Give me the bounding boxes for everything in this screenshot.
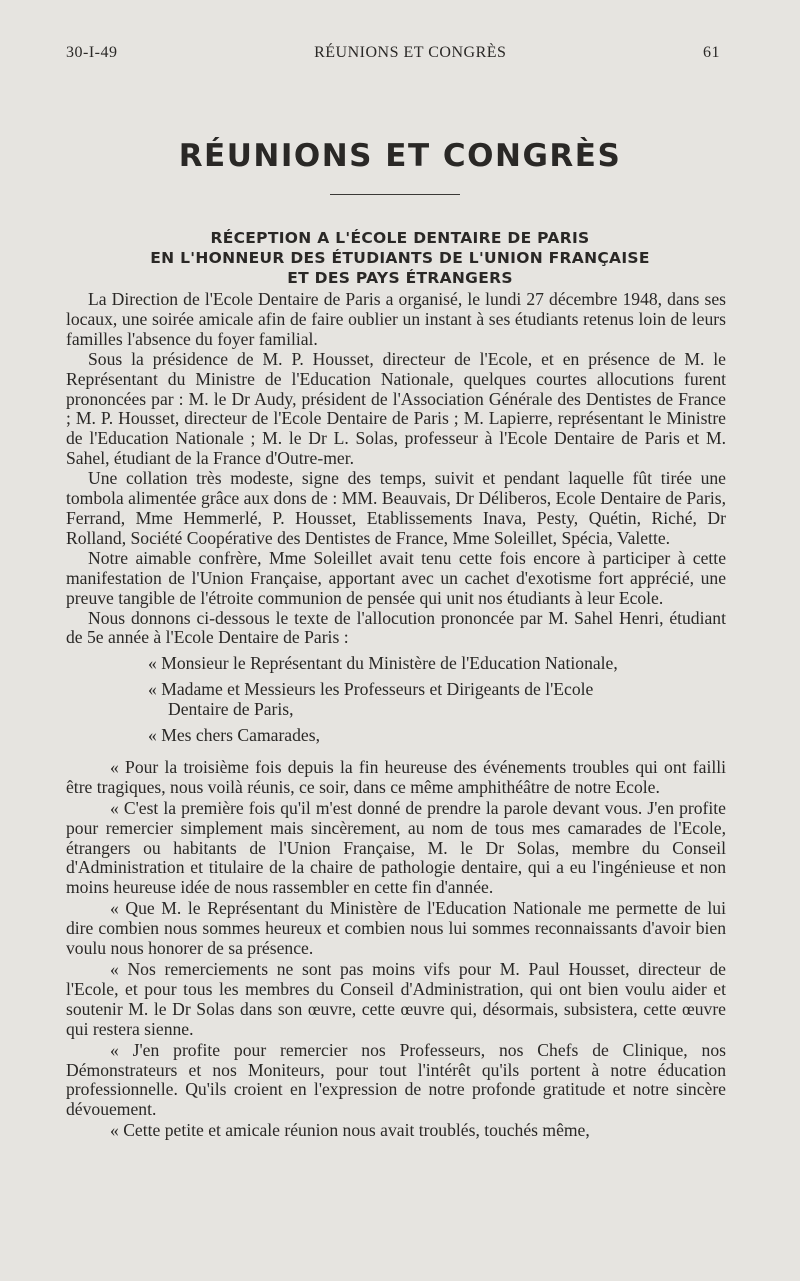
paragraph: Nous donnons ci-dessous le texte de l'allocution prononcée par M. Sahel Henri, étudiant de 5e année à l'Ecole Dentaire de Paris : [66,607,726,648]
salutation-line: « Mes chers Camarades, [148,725,320,746]
salutation-line: « Monsieur le Représentant du Ministère de l'Education Nationale, [148,653,618,674]
header-date: 30-I-49 [66,44,118,61]
salutation [66,654,726,674]
page-title: RÉUNIONS ET CONGRÈS [178,138,622,174]
salutation-line-continued: Dentaire de Paris, [168,699,294,720]
speech-paragraph: « Pour la troisième fois depuis la fin heureuse des événements troubles qui ont failli être tragiques, nous voilà réunis, ce soir, dans ce même amphithéâtre de notre Ecole. [66,756,726,797]
speech-paragraph: « C'est la première fois qu'il m'est donné de prendre la parole devant vous. J'en profite pour remercier simplement mais sincèrement, au nom de tous mes camarades de l'Ecole, étrangers ou habitants de l'Union Française, M. le Dr Solas, membre du Conseil d'Administration et titulaire de la chaire de pathologie dentaire, qui a eu l'ingénieuse et non moins heureuse idée de nous rassembler en cette fin d'année. [66,797,726,898]
subtitle-line: EN L'HONNEUR DES ÉTUDIANTS DE L'UNION FRANÇAISE [150,249,650,267]
article-subtitle [60,228,740,288]
speech-paragraph: « Nos remerciements ne sont pas moins vifs pour M. Paul Housset, directeur de l'Ecole, et pour tous les membres du Conseil d'Administration, qui ont bien voulu aider et soutenir M. le Dr Solas dans son œuvre, cette œuvre qui, désormais, subsistera, cette œuvre qui restera sienne. [66,959,726,1039]
page-number: 61 [703,44,720,61]
speech-paragraph: « J'en profite pour remercier nos Professeurs, nos Chefs de Clinique, nos Démonstrateurs et nos Moniteurs, pour tout l'intérêt qu'ils portent à notre éducation professionnelle. Qu'ils croient en l'expression de notre profonde gratitude et notre sincère dévouement. [66,1039,726,1120]
header-running-title: RÉUNIONS ET CONGRÈS [314,44,507,61]
subtitle-line: ET DES PAYS ÉTRANGERS [287,269,513,287]
article-body [66,290,726,1141]
paragraph: Sous la présidence de M. P. Housset, directeur de l'Ecole, et en présence de M. le Représentant du Ministre de l'Education Nationale, quelques courtes allocutions furent prononcées par : M. le Dr Audy, président de l'Association Générale des Dentistes de France ; M. P. Housset, directeur de l'Ecole Dentaire de Paris ; M. Lapierre, représentant le Ministre de l'Education Nationale ; M. le Dr L. Solas, professeur à l'Ecole Dentaire de Paris et M. Sahel, étudiant de la France d'Outre-mer. [66,348,726,469]
salutation [66,680,726,720]
title-divider [330,194,460,195]
speech-paragraph: « Cette petite et amicale réunion nous avait troublés, touchés même, [110,1120,590,1141]
salutation [66,726,726,746]
salutation-line: « Madame et Messieurs les Professeurs et Dirigeants de l'Ecole [148,679,594,700]
subtitle-line: RÉCEPTION A L'ÉCOLE DENTAIRE DE PARIS [210,229,590,247]
paragraph: La Direction de l'Ecole Dentaire de Paris a organisé, le lundi 27 décembre 1948, dans ses locaux, une soirée amicale afin de faire oublier un instant à ses étudiants retenus loin de leurs familles l'absence du foyer familial. [66,289,726,349]
paragraph: Notre aimable confrère, Mme Soleillet avait tenu cette fois encore à participer à cette manifestation de l'Union Française, apportant avec un cachet d'exotisme fort apprécié, une preuve tangible de l'étroite communion de pensée qui unit nos étudiants à leur Ecole. [66,547,726,608]
speech-paragraph: « Que M. le Représentant du Ministère de l'Education Nationale me permette de lui dire combien nous sommes heureux et combien nous lui sommes reconnaissants d'avoir bien voulu nous honorer de sa présence. [66,898,726,959]
paragraph: Une collation très modeste, signe des temps, suivit et pendant laquelle fût tirée une tombola alimentée grâce aux dons de : MM. Beauvais, Dr Déliberos, Ecole Dentaire de Paris, Ferrand, Mme Hemmerlé, P. Housset, Etablissements Inava, Pesty, Quétin, Riché, Dr Rolland, Société Coopérative des Dentistes de France, Mme Soleillet, Spécia, Valette. [66,468,726,548]
running-header [66,44,720,62]
